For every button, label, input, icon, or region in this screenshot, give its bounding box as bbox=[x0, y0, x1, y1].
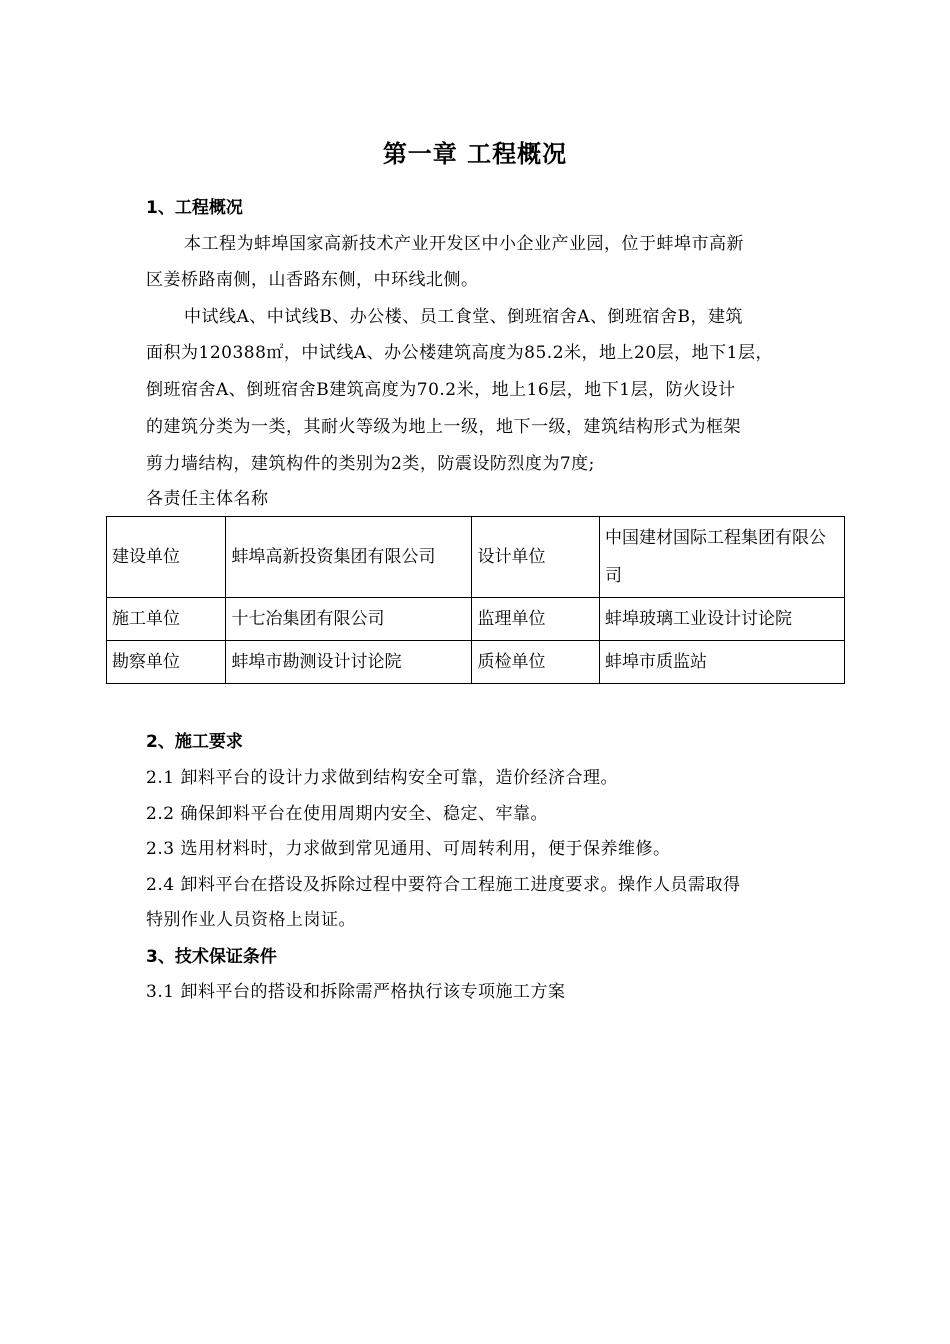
table-caption: 各责任主体名称 bbox=[146, 489, 269, 509]
table-cell: 蚌埠高新投资集团有限公司 bbox=[226, 517, 472, 598]
table-cell: 蚌埠市勘测设计讨论院 bbox=[226, 641, 472, 684]
table-cell: 监理单位 bbox=[472, 598, 600, 641]
paragraph-line: 区姜桥路南侧，山香路东侧，中环线北侧。 bbox=[146, 270, 479, 290]
paragraph-line: 的建筑分类为一类，其耐火等级为地上一级，地下一级，建筑结构形式为框架 bbox=[146, 417, 741, 437]
chapter-title: 第一章 工程概况 bbox=[382, 140, 568, 168]
table-cell: 施工单位 bbox=[107, 598, 226, 641]
table-row bbox=[107, 517, 845, 598]
section-heading-technical: 3、技术保证条件 bbox=[146, 947, 277, 967]
paragraph-line: 剪力墙结构，建筑构件的类别为2类，防震设防烈度为7度; bbox=[146, 454, 595, 474]
table-cell: 中国建材国际工程集团有限公司 bbox=[600, 517, 845, 598]
table-cell: 蚌埠市质监站 bbox=[600, 641, 845, 684]
paragraph-line: 特别作业人员资格上岗证。 bbox=[146, 910, 356, 930]
responsible-parties-table bbox=[106, 516, 845, 684]
paragraph-line: 中试线A、中试线B、办公楼、员工食堂、倒班宿舍A、倒班宿舍B，建筑 bbox=[184, 307, 744, 327]
table-row bbox=[107, 598, 845, 641]
paragraph-line: 本工程为蚌埠国家高新技术产业开发区中小企业产业园，位于蚌埠市高新 bbox=[184, 234, 744, 254]
table-cell: 蚌埠玻璃工业设计讨论院 bbox=[600, 598, 845, 641]
paragraph-line: 2.1 卸料平台的设计力求做到结构安全可靠，造价经济合理。 bbox=[146, 768, 618, 788]
table-cell: 质检单位 bbox=[472, 641, 600, 684]
table-cell: 设计单位 bbox=[472, 517, 600, 598]
section-heading-overview: 1、工程概况 bbox=[146, 198, 243, 218]
paragraph-line: 面积为120388㎡，中试线A、办公楼建筑高度为85.2米，地上20层，地下1层， bbox=[146, 343, 773, 363]
table-cell: 勘察单位 bbox=[107, 641, 226, 684]
paragraph-line: 2.4 卸料平台在搭设及拆除过程中要符合工程施工进度要求。操作人员需取得 bbox=[146, 875, 741, 895]
paragraph-line: 3.1 卸料平台的搭设和拆除需严格执行该专项施工方案 bbox=[146, 982, 566, 1002]
paragraph-line: 2.3 选用材料时，力求做到常见通用、可周转利用，便于保养维修。 bbox=[146, 839, 671, 859]
paragraph-line: 倒班宿舍A、倒班宿舍B建筑高度为70.2米，地上16层，地下1层，防火设计 bbox=[146, 380, 736, 400]
table-row bbox=[107, 641, 845, 684]
section-heading-requirements: 2、施工要求 bbox=[146, 732, 243, 752]
paragraph-line: 2.2 确保卸料平台在使用周期内安全、稳定、牢靠。 bbox=[146, 804, 548, 824]
table-cell: 建设单位 bbox=[107, 517, 226, 598]
table-cell: 十七冶集团有限公司 bbox=[226, 598, 472, 641]
